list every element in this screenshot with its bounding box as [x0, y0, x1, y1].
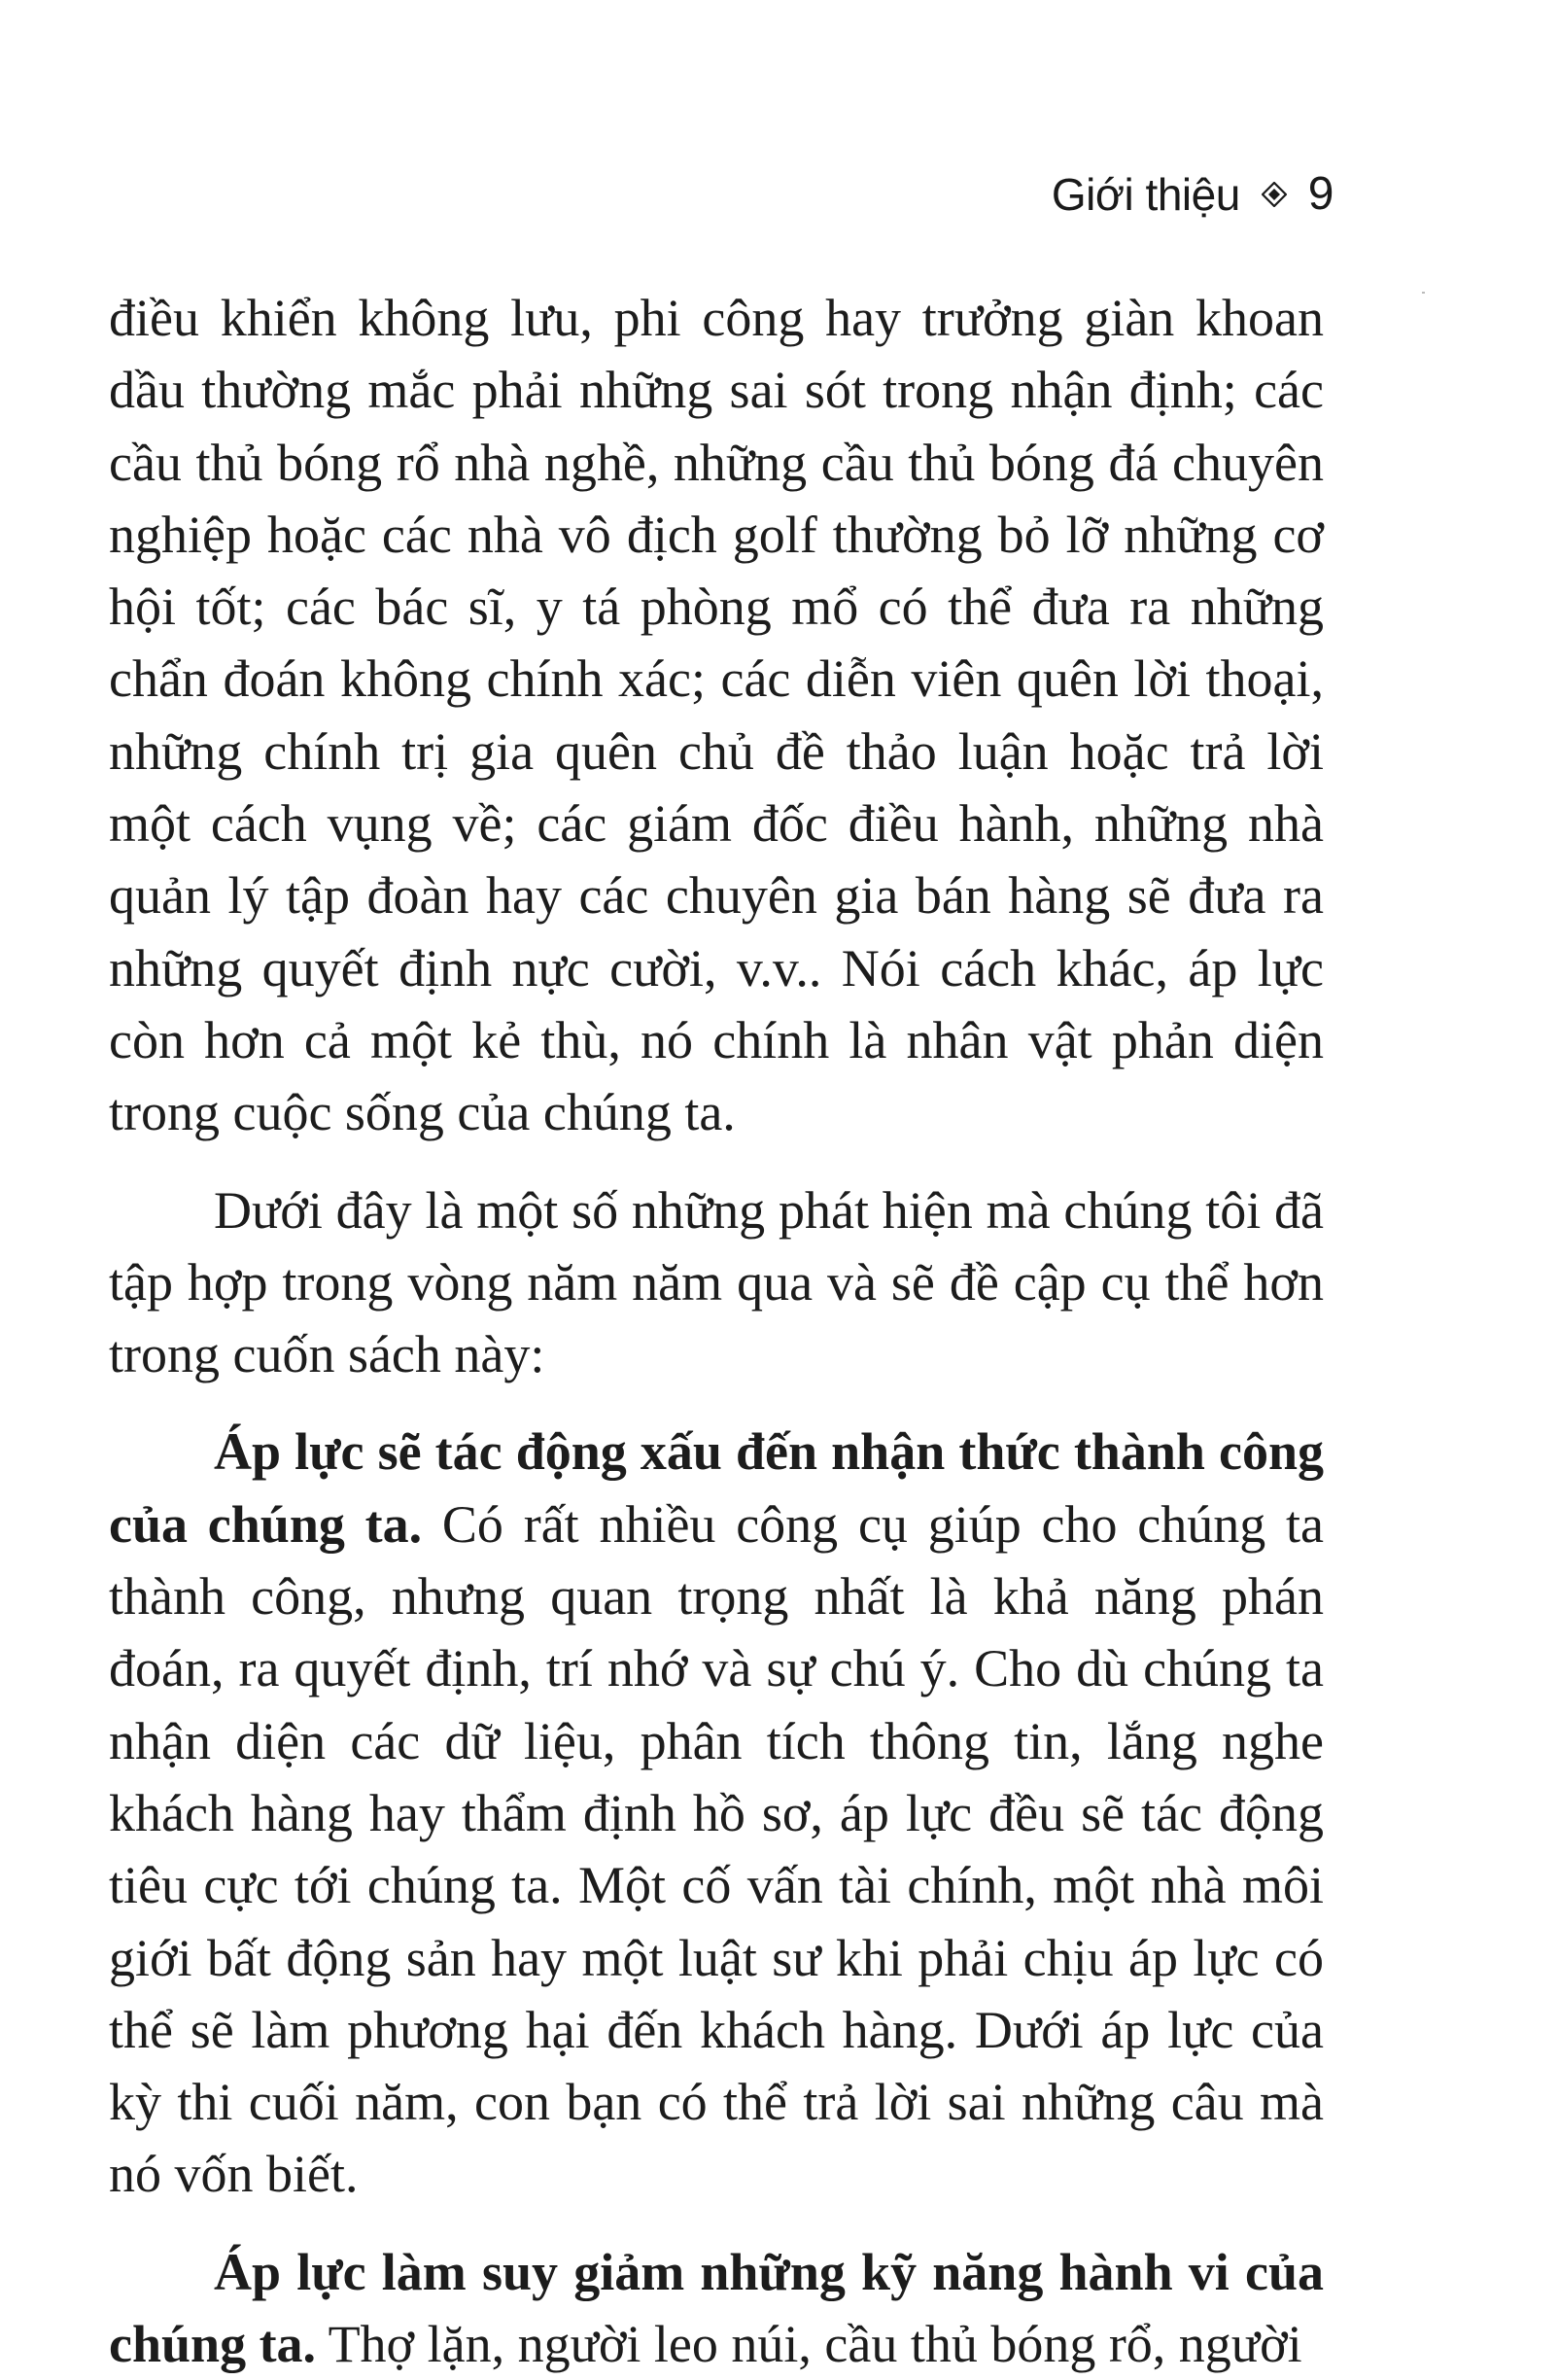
paragraph-3-lead: Áp lực sẽ tác động xấu đến nhận thức thành công của chúng ta. — [109, 1422, 1324, 1554]
page-number: 9 — [1307, 168, 1334, 220]
paragraph-4 — [109, 2236, 1324, 2380]
paragraph-3 — [109, 1416, 1324, 2210]
paragraph-2-text: Dưới đây là một số những phát hiện mà chúng tôi đã tập hợp trong vòng năm năm qua và sẽ đề cập cụ thể hơn trong cuốn sách này: — [109, 1180, 1324, 1384]
paragraph-4-lead: Áp lực làm suy giảm những kỹ năng hành vi của chúng ta. — [109, 2242, 1324, 2374]
diamond-icon — [1262, 182, 1287, 207]
body-text — [109, 282, 1324, 2380]
paragraph-1 — [109, 282, 1324, 1149]
scan-speck — [1422, 292, 1425, 294]
chapter-title: Giới thiệu — [1051, 168, 1240, 220]
paragraph-4-text: Thợ lặn, người leo núi, cầu thủ bóng rổ, người — [316, 2315, 1302, 2374]
paragraph-1-text: điều khiển không lưu, phi công hay trưởng giàn khoan dầu thường mắc phải những sai sót trong nhận định; các cầu thủ bóng rổ nhà nghề, những cầu thủ bóng đá chuyên nghiệp hoặc các nhà vô địch golf thường bỏ lỡ những cơ hội tốt; các bác sĩ, y tá phòng mổ có thể đưa ra những chẩn đoán không chính xác; các diễn viên quên lời thoại, những chính trị gia quên chủ đề thảo luận hoặc trả lời một cách vụng về; các giám đốc điều hành, những nhà quản lý tập đoàn hay các chuyên gia bán hàng sẽ đưa ra những quyết định nực cười, v.v.. Nói cách khác, áp lực còn hơn cả một kẻ thù, nó chính là nhân vật phản diện trong cuộc sống của chúng ta. — [109, 289, 1324, 1142]
running-head — [1052, 167, 1334, 221]
paragraph-3-text: Có rất nhiều công cụ giúp cho chúng ta thành công, nhưng quan trọng nhất là khả năng phán đoán, ra quyết định, trí nhớ và sự chú ý. Cho dù chúng ta nhận diện các dữ liệu, phân tích thông tin, lắng nghe khách hàng hay thẩm định hồ sơ, áp lực đều sẽ tác động tiêu cực tới chúng ta. Một cố vấn tài chính, một nhà môi giới bất động sản hay một luật sư khi phải chịu áp lực có thể sẽ làm phương hại đến khách hàng. Dưới áp lực của kỳ thi cuối năm, con bạn có thể trả lời sai những câu mà nó vốn biết. — [109, 1494, 1324, 2204]
paragraph-2 — [109, 1174, 1324, 1391]
